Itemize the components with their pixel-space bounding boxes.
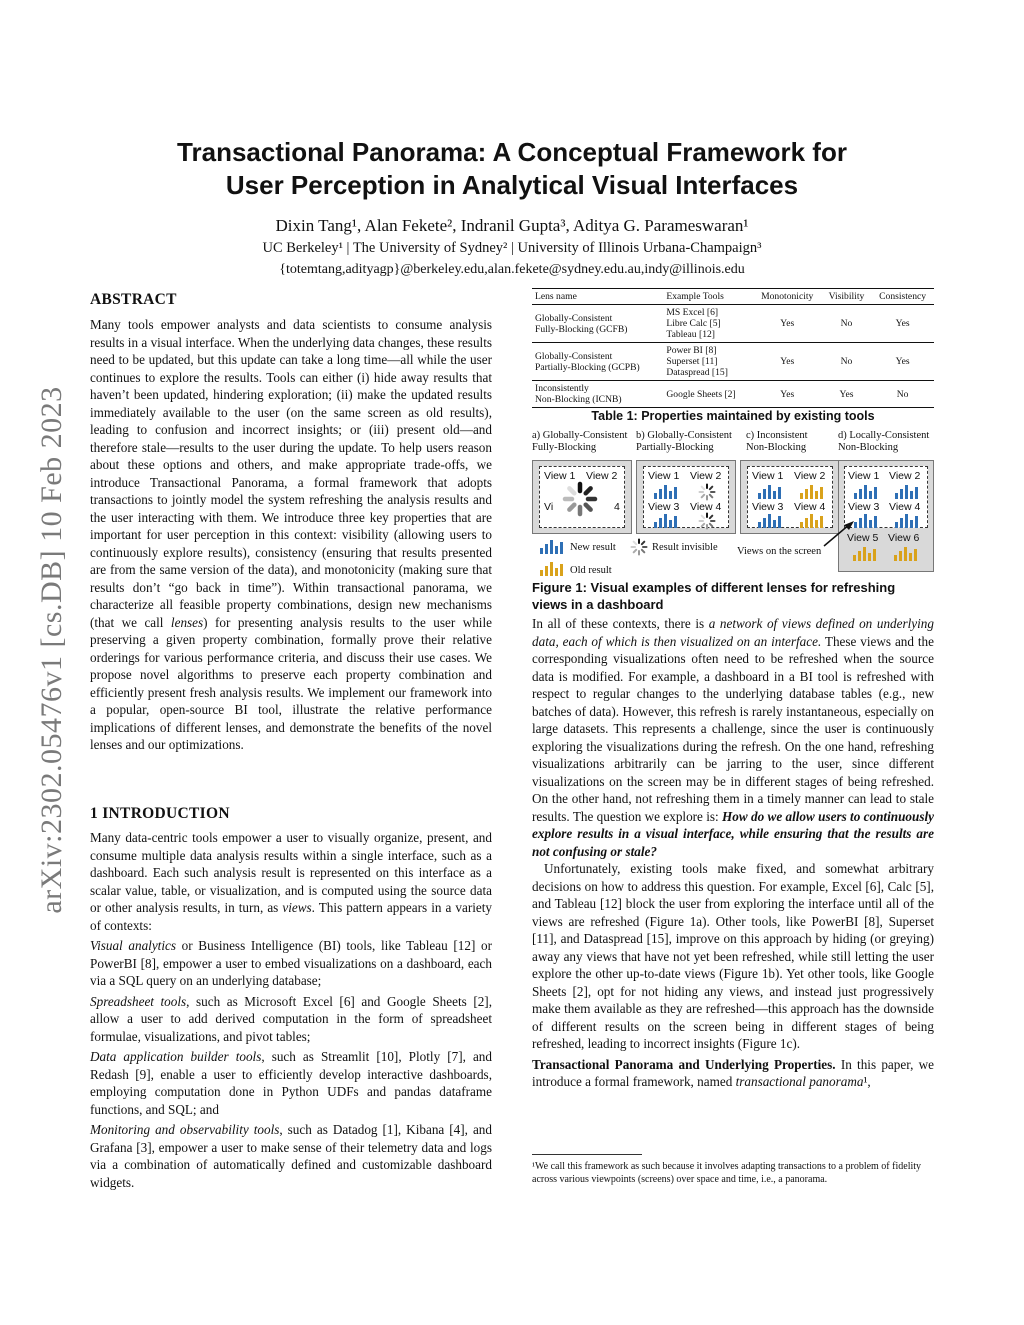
- view-label: View 2: [586, 470, 618, 482]
- panel-b: [636, 460, 736, 534]
- paragraph: Transactional Panorama and Underlying Properties. In this paper, we introduce a formal framework, named transactional panorama¹,: [532, 1056, 934, 1089]
- view-label: View 1: [848, 470, 880, 482]
- arrow-icon: [822, 518, 858, 548]
- old-result-chart-icon: [894, 547, 917, 561]
- panel-label-d: d) Locally-Consistent Non-Blocking: [838, 430, 930, 453]
- old-result-chart-icon: [800, 514, 823, 528]
- view-label: View 6: [888, 532, 920, 544]
- view-label: 4: [614, 501, 620, 513]
- legend-invisible-label: Result invisible: [652, 542, 718, 553]
- abstract-body: Many tools empower analysts and data scientists to consume analysis results in a visual interface. When the underlying data changes, these results need to be updated, but this update can take a long time—all while the user continues to explore the results. Tools can either (i) hide away results that haven’t been updated, hindering exploration; (ii) make the updated results immediately available to the user (on the same screen as old results), leading to confusion and incorrect insights; or (iii) present old—and therefore stale—results to the user during the update. To help users reason about these options and others, and make appropriate trade-offs, we introduce Transactional Panorama, a formal framework that adopts transactions to jointly model the system refreshing the analysis results and the user interacting with them. We introduce three key properties that are important for user perception in this context: visibility (allowing users to continuously explore results), consistency (ensuring that results presented are from the same version of the data), and monotonicity (making sure that results don’t “go back in time”). Within transactional panorama, we characterize all feasible property combinations, design new mechanisms (that we call lenses) for presenting analysis results to the user while preserving a given property combination, formally prove their relative orderings for various performance criteria, and discuss their use cases. We propose novel algorithms to preserve each property combination and efficiently present fresh analysis results. We implement our framework into a popular, open-source BI tool, illustrate the relative performance implications of different lenses, and demonstrate the benefits of the novel lenses and our optimizations.: [90, 317, 492, 752]
- paragraph: In all of these contexts, there is a network of views defined on underlying data, each of which is then visualized on an interface. These views and the corresponding visualizations often need to be refreshed when the source data is modified. For example, a dashboard in a BI tool is refreshed with respect to regular changes to the underlying database tables (e.g., new batches of data). However, this refresh is rarely instantaneous, especially on large datasets. This represents a challenge, since the user is continuously exploring the visualizations during the refresh. On the one hand, refreshing visualizations arbitrarily can be jarring to the user, since different visualizations on the screen may be in different stages of being refreshed. On the other hand, not refreshing them in a timely manner can lead to stale results. The question we explore is: How do we allow users to continuously explore results in a visual interface, while ensuring that the results are not confusing or stale?: [532, 616, 934, 859]
- footnote-rule: [532, 1154, 642, 1155]
- properties-table: [532, 288, 934, 408]
- table-header: Consistency: [871, 289, 934, 305]
- legend-new-label: New result: [570, 542, 616, 553]
- context-visual-analytics: Visual analytics or Business Intelligence (BI) tools, like Tableau [12] or PowerBI [8], empower a user to embed visualizations on a dashboard, each via a SQL query on an underlying database;: [90, 938, 492, 988]
- affiliations: UC Berkeley¹ | The University of Sydney² | University of Illinois Urbana-Champaign³: [262, 240, 762, 256]
- view-label: Vi: [544, 501, 554, 513]
- new-result-chart-icon: [895, 514, 918, 528]
- new-result-chart-icon: [758, 485, 781, 499]
- panel-a: [532, 460, 632, 534]
- table-row: Inconsistently Non-Blocking (ICNB) Google Sheets [2] Yes Yes No: [532, 381, 934, 408]
- figure-caption: Figure 1: Visual examples of different lenses for refreshing views in a dashboard: [532, 580, 896, 612]
- context-spreadsheet: Spreadsheet tools, such as Microsoft Excel [6] and Google Sheets [2], allow a user to add derived computation in the form of spreadsheet formulae, visualizations, and pivot tables;: [90, 993, 492, 1044]
- loading-spinner-icon: [562, 481, 598, 517]
- new-result-chart-icon: [654, 514, 677, 528]
- legend-old-icon: [540, 562, 563, 576]
- new-result-chart-icon: [895, 485, 918, 499]
- table-header: Example Tools: [663, 289, 752, 305]
- legend-screen-label: Views on the screen: [737, 546, 822, 557]
- view-label: View 1: [648, 470, 680, 482]
- legend-invisible-icon: [630, 538, 648, 556]
- title-line-2: User Perception in Analytical Visual Interfaces: [225, 170, 799, 200]
- view-label: View 1: [752, 470, 784, 482]
- result-invisible-icon: [698, 512, 716, 530]
- intro-paragraph: Many data-centric tools empower a user to visually organize, present, and consume multiple data analysis results within a single interface, such as a dashboard. Each such analysis result is represented on this interface as a scalar value, table, or visualization, and is computed using the source data or other analysis results, in turn, as views. This pattern appears in a variety of contexts:: [90, 830, 492, 933]
- emails: {totemtang,adityagp}@berkeley.edu,alan.fekete@sydney.edu.au,indy@illinois.edu: [279, 262, 745, 277]
- right-column-body: [532, 615, 934, 1091]
- intro-heading: 1 INTRODUCTION: [90, 805, 230, 822]
- footnote: ¹We call this framework as such because it involves adapting transactions to a problem of fidelity across various viewpoints (screens) over space and time, i.e., a panorama.: [532, 1161, 922, 1185]
- legend-old-label: Old result: [570, 565, 612, 576]
- table-caption: Table 1: Properties maintained by existing tools: [591, 409, 875, 423]
- table-header: Visibility: [822, 289, 871, 305]
- screen-frame: [643, 466, 729, 528]
- table-header: Monotonicity: [753, 289, 822, 305]
- panel-label-a: a) Globally-Consistent Fully-Blocking: [532, 430, 628, 453]
- table-header-row: [532, 289, 934, 305]
- view-label: View 4: [889, 501, 921, 513]
- arxiv-stamp: arXiv:2302.05476v1 [cs.DB] 10 Feb 2023: [35, 386, 68, 914]
- panel-d: [838, 460, 934, 572]
- paper-title: [120, 136, 904, 202]
- view-label: View 5: [847, 532, 879, 544]
- old-result-chart-icon: [800, 485, 823, 499]
- authors: Dixin Tang¹, Alan Fekete², Indranil Gupta³, Aditya G. Parameswaran¹: [275, 216, 749, 235]
- new-result-chart-icon: [654, 485, 677, 499]
- view-label: View 1: [544, 470, 576, 482]
- table-header: Lens name: [532, 289, 663, 305]
- new-result-chart-icon: [854, 485, 877, 499]
- view-label: View 3: [752, 501, 784, 513]
- view-label: View 2: [690, 470, 722, 482]
- abstract-heading: ABSTRACT: [90, 291, 177, 308]
- view-label: View 4: [690, 501, 722, 513]
- legend-new-icon: [540, 540, 563, 554]
- screen-frame: [747, 466, 833, 528]
- table-row: Globally-Consistent Partially-Blocking (GCPB) Power BI [8] Superset [11] Dataspread [15] Yes No Yes: [532, 343, 934, 381]
- view-label: View 2: [794, 470, 826, 482]
- result-invisible-icon: [698, 483, 716, 501]
- screen-frame: [539, 466, 625, 528]
- table-row: Globally-Consistent Fully-Blocking (GCFB) MS Excel [6] Libre Calc [5] Tableau [12] Yes No Yes: [532, 305, 934, 343]
- view-label: View 3: [848, 501, 880, 513]
- panel-label-b: b) Globally-Consistent Partially-Blocking: [636, 430, 732, 453]
- context-data-app: Data application builder tools, such as Streamlit [10], Plotly [7], and Redash [9], enable a user to efficiently develop interactive dashboards, employing computation done in Python UDFs and pandas dataframe functions, and SQL; and: [90, 1049, 492, 1117]
- view-label: View 3: [648, 501, 680, 513]
- context-monitoring: Monitoring and observability tools, such as Datadog [1], Kibana [4], and Grafana [3], empower a user to make sense of their telemetry data and logs via a combination of automatically defined and customizable dashboard widgets.: [90, 1122, 492, 1190]
- panel-label-c: c) Inconsistent Non-Blocking: [746, 430, 808, 453]
- paragraph: Unfortunately, existing tools make fixed, and somewhat arbitrary decisions on how to address this question. For example, Excel [6], Calc [5], and Tableau [12] block the user from exploring the interface until all of the views are refreshed (Figure 1a). Other tools, like PowerBI [8], Superset [11], and Dataspread [15], improve on this approach by hiding (or greying) away any views that have not yet been refreshed, while still letting the user explore the other up-to-date views (Figure 1b). Yet other tools, like Google Sheets [2], opt for not hiding any views, and instead just progressively make them available as they are refreshed—this approach has the downside of different results on the screen being in different stages of being refreshed, leading to incorrect insights (Figure 1c).: [532, 861, 934, 1051]
- figure-1: [532, 428, 942, 583]
- new-result-chart-icon: [758, 514, 781, 528]
- intro-body: [90, 829, 492, 1191]
- title-line-1: Transactional Panorama: A Conceptual Framework for: [177, 137, 847, 167]
- view-label: View 2: [889, 470, 921, 482]
- old-result-chart-icon: [853, 547, 876, 561]
- view-label: View 4: [794, 501, 826, 513]
